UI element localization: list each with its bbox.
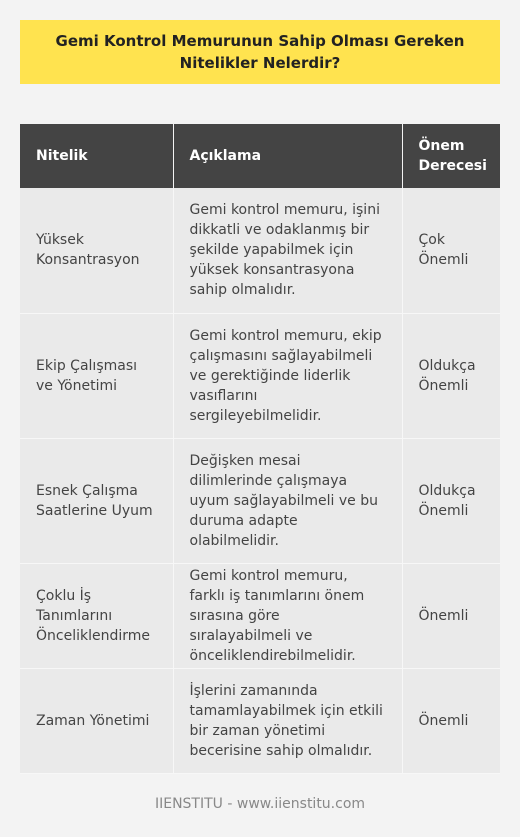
page-title: Gemi Kontrol Memurunun Sahip Olması Gereken Nitelikler Nelerdir? <box>20 20 500 84</box>
table-header-row <box>20 124 500 188</box>
cell-description: Gemi kontrol memuru, işini dikkatli ve odaklanmış bir şekilde yapabilmek için yüksek konsantrasyona sahip olmalıdır. <box>173 188 402 313</box>
table-row <box>20 438 500 563</box>
table-row <box>20 188 500 313</box>
cell-qualification: Esnek Çalışma Saatlerine Uyum <box>20 438 173 563</box>
cell-qualification: Ekip Çalışması ve Yönetimi <box>20 313 173 438</box>
cell-importance: Önemli <box>402 563 500 668</box>
qualifications-table <box>20 124 500 774</box>
table-row <box>20 313 500 438</box>
cell-importance: Önemli <box>402 668 500 773</box>
cell-description: Gemi kontrol memuru, ekip çalışmasını sağlayabilmeli ve gerektiğinde liderlik vasıflarını sergileyebilmelidir. <box>173 313 402 438</box>
cell-qualification: Zaman Yönetimi <box>20 668 173 773</box>
footer-credit: IIENSTITU - www.iienstitu.com <box>154 796 366 812</box>
cell-qualification: Çoklu İş Tanımlarını Önceliklendirme <box>20 563 173 668</box>
header-importance: Önem Derecesi <box>402 124 500 188</box>
cell-description: Değişken mesai dilimlerinde çalışmaya uyum sağlayabilmeli ve bu duruma adapte olabilmelidir. <box>173 438 402 563</box>
header-description: Açıklama <box>173 124 402 188</box>
table-row <box>20 563 500 668</box>
cell-importance: Çok Önemli <box>402 188 500 313</box>
cell-importance: Oldukça Önemli <box>402 313 500 438</box>
cell-description: İşlerini zamanında tamamlayabilmek için etkili bir zaman yönetimi becerisine sahip olmalıdır. <box>173 668 402 773</box>
header-qualification: Nitelik <box>20 124 173 188</box>
table-row <box>20 668 500 773</box>
cell-importance: Oldukça Önemli <box>402 438 500 563</box>
cell-description: Gemi kontrol memuru, farklı iş tanımlarını önem sırasına göre sıralayabilmeli ve önceliklendirebilmelidir. <box>173 563 402 668</box>
cell-qualification: Yüksek Konsantrasyon <box>20 188 173 313</box>
